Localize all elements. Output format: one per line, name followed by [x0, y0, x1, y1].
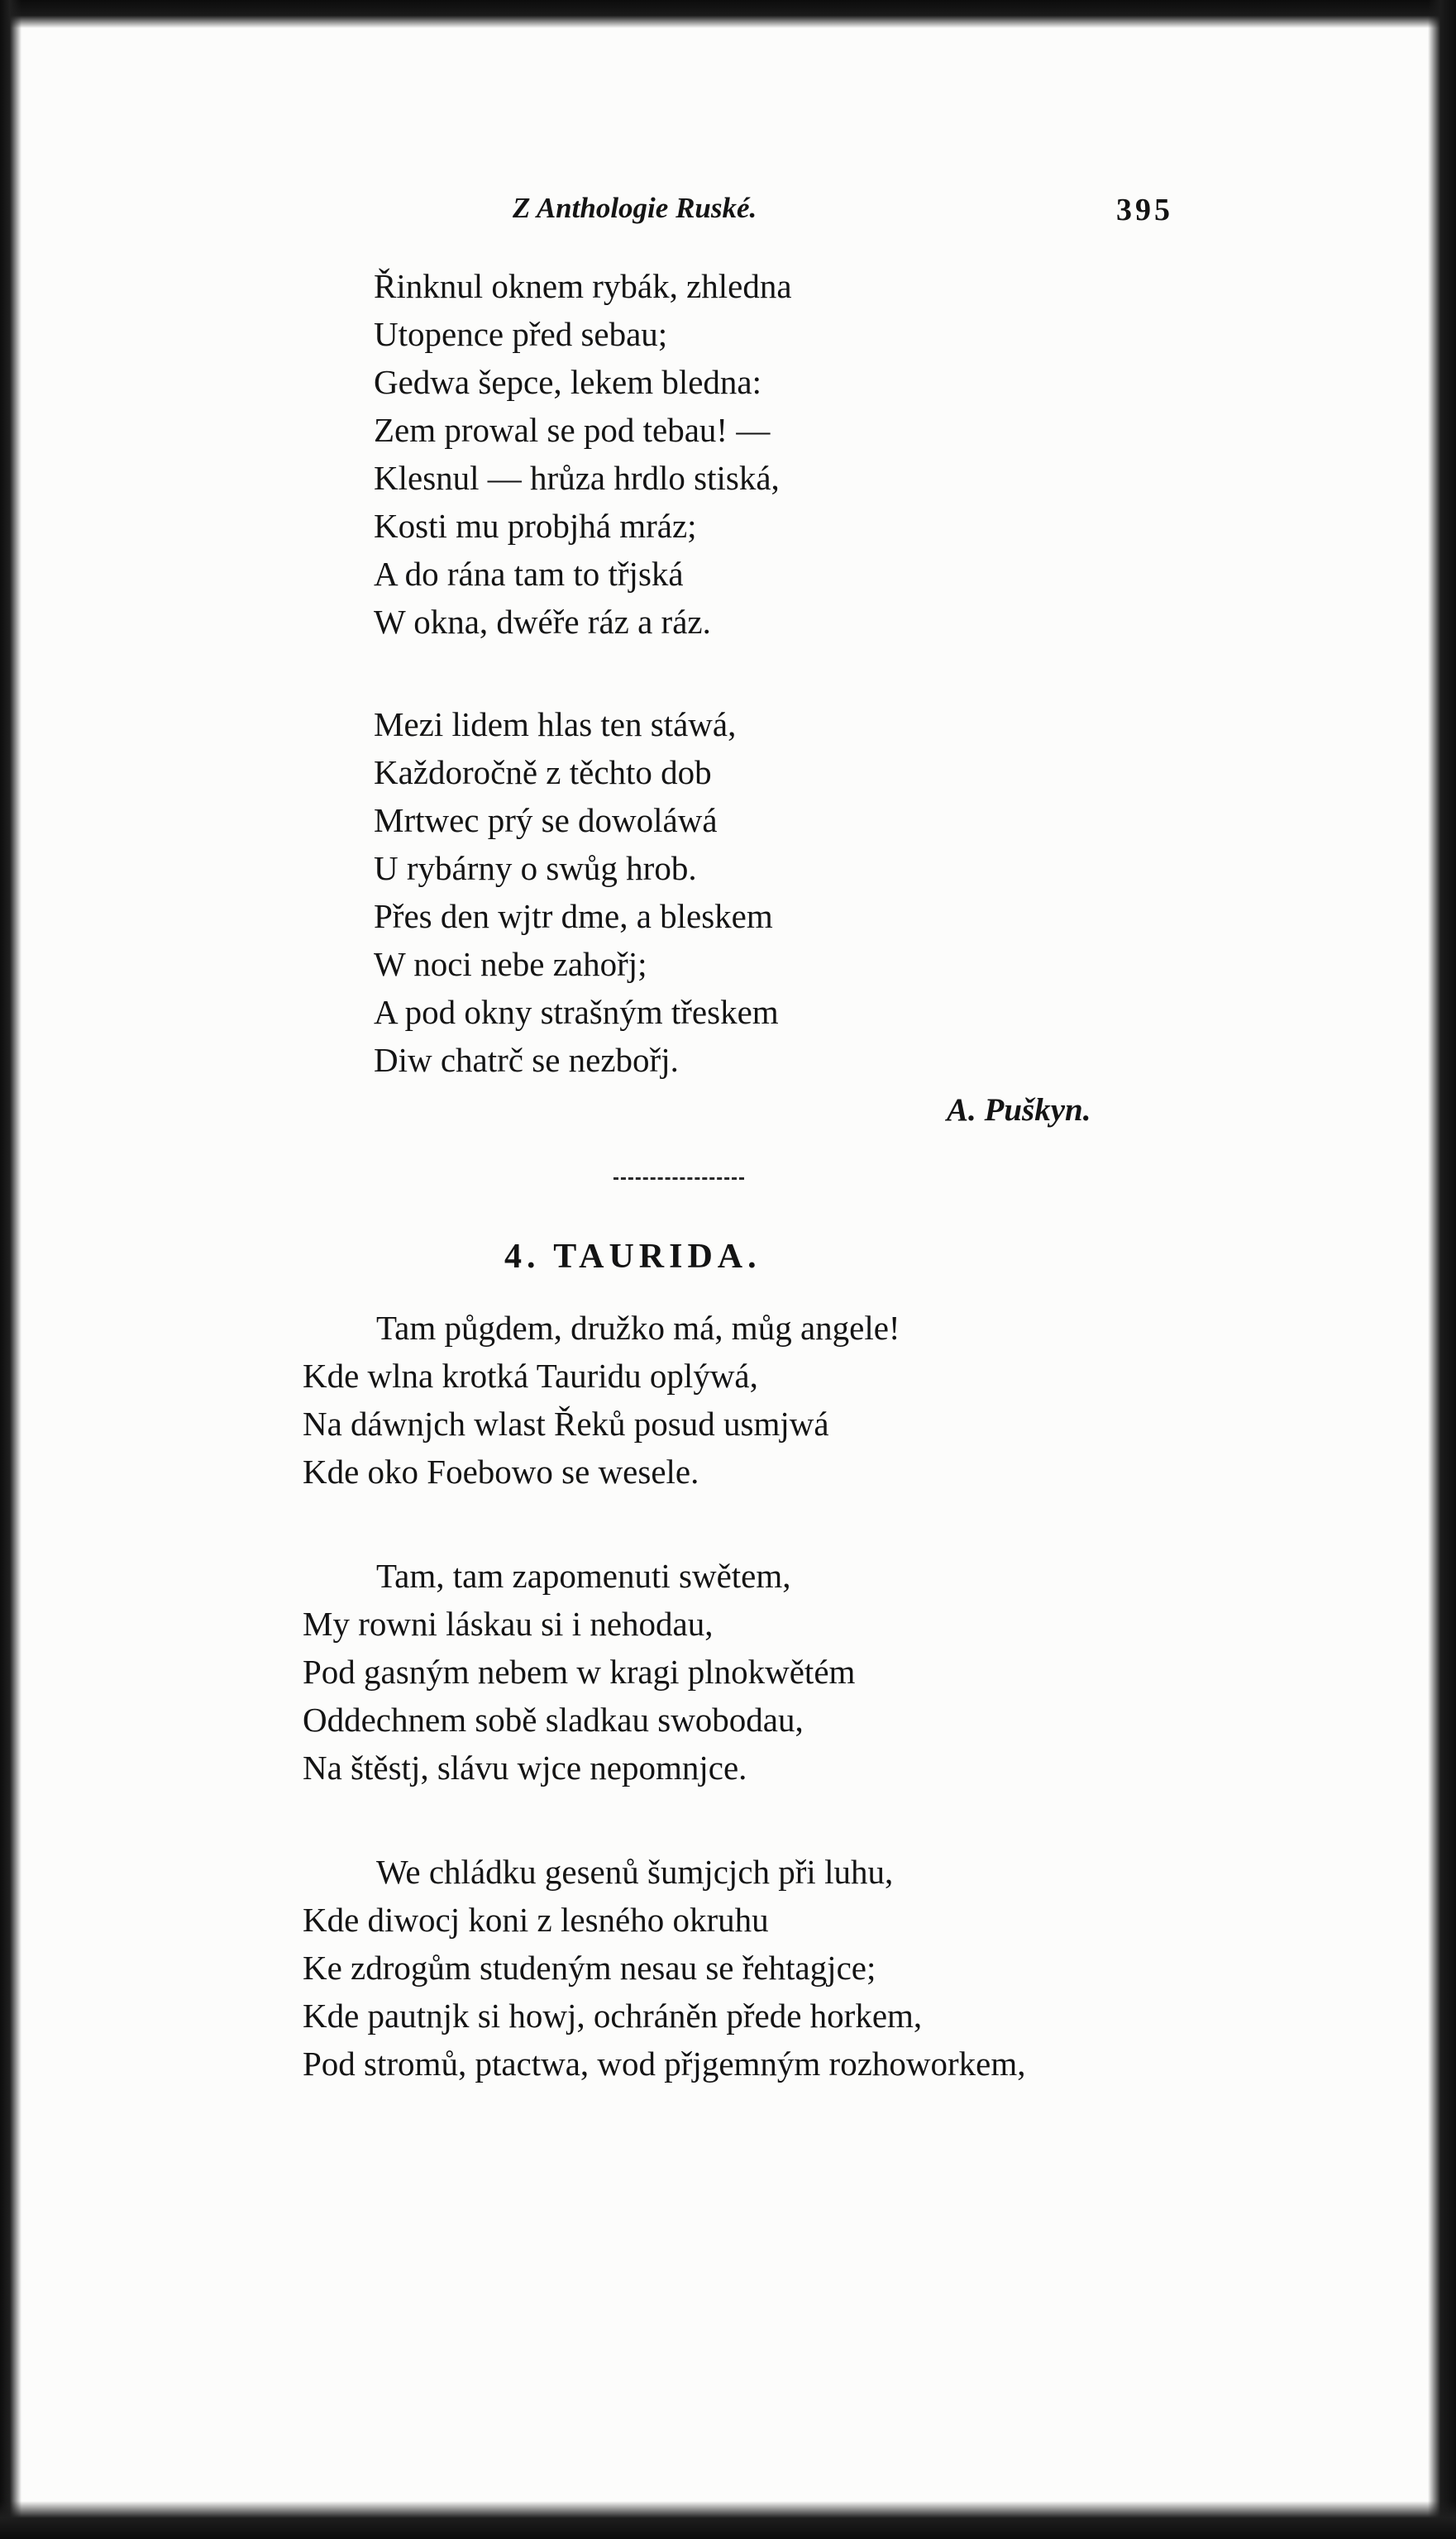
verse-line: Zem prowal se pod tebau! —	[374, 411, 771, 449]
scan-edge-right	[1428, 0, 1456, 2539]
running-title: Z Anthologie Ruské.	[513, 192, 757, 224]
author-attribution: A. Puškyn.	[947, 1092, 1091, 1128]
verse-line: Každoročně z těchto dob	[374, 753, 712, 791]
verse-line: Tam půgdem, družko má, můg angele!	[376, 1309, 900, 1347]
verse-line: Mrtwec prý se dowoláwá	[374, 801, 718, 839]
verse-line: Utopence před sebau;	[374, 315, 668, 353]
verse-line: Na štěstj, slávu wjce nepomnjce.	[303, 1749, 747, 1787]
verse-line: Diw chatrč se nezbořj.	[374, 1041, 679, 1079]
verse-line: My rowni láskau si i nehodau,	[303, 1605, 714, 1643]
scan-edge-left	[0, 0, 21, 2539]
scan-edge-top	[0, 0, 1456, 28]
verse-line: W okna, dwéře ráz a ráz.	[374, 603, 711, 641]
verse-line: Tam, tam zapomenuti swětem,	[376, 1557, 791, 1595]
verse-line: Oddechnem sobě sladkau swobodau,	[303, 1701, 804, 1739]
verse-line: Řinknul oknem rybák, zhledna	[374, 267, 792, 305]
verse-line: Gedwa šepce, lekem bledna:	[374, 363, 762, 401]
verse-line: Klesnul — hrůza hrdlo stiská,	[374, 459, 780, 497]
verse-line: Kde wlna krotká Tauridu oplýwá,	[303, 1357, 758, 1395]
verse-line: Kde oko Foebowo se wesele.	[303, 1453, 699, 1491]
verse-line: A do rána tam to třjská	[374, 555, 684, 593]
scan-edge-bottom	[0, 2501, 1456, 2539]
page-number: 395	[1116, 193, 1173, 227]
verse-line: Na dáwnjch wlast Řeků posud usmjwá	[303, 1405, 829, 1443]
verse-line: Ke zdrogům studeným nesau se řehtagjce;	[303, 1949, 876, 1987]
verse-line: Pod stromů, ptactwa, wod přjgemným rozhoworkem,	[303, 2045, 1026, 2083]
verse-line: W noci nebe zahořj;	[374, 945, 647, 983]
verse-line: Přes den wjtr dme, a bleskem	[374, 897, 773, 935]
verse-line: Kde pautnjk si howj, ochráněn přede horkem,	[303, 1997, 923, 2035]
verse-line: Mezi lidem hlas ten stáwá,	[374, 705, 737, 743]
section-divider	[613, 1177, 744, 1180]
verse-line: U rybárny o swůg hrob.	[374, 849, 697, 887]
verse-line: A pod okny strašným třeskem	[374, 993, 779, 1031]
section-title: 4. TAURIDA.	[504, 1238, 761, 1276]
verse-line: Kosti mu probjhá mráz;	[374, 507, 697, 545]
verse-line: Pod gasným nebem w kragi plnokwětém	[303, 1653, 856, 1691]
verse-line: Kde diwocj koni z lesného okruhu	[303, 1901, 769, 1939]
verse-line: We chládku gesenů šumjcjch při luhu,	[376, 1853, 894, 1891]
